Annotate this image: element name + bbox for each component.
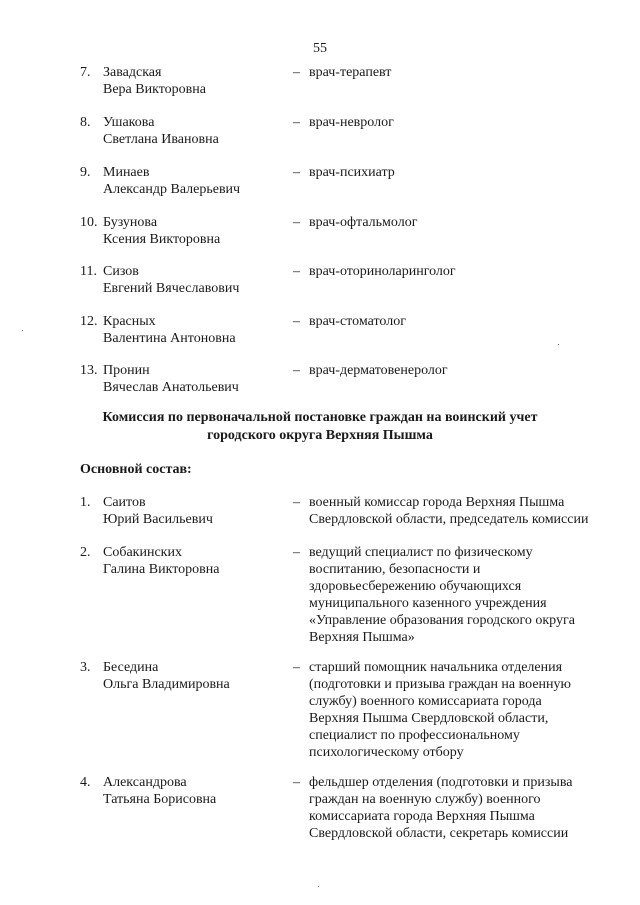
dash: – bbox=[293, 65, 300, 80]
given-name: Евгений Вячеславович bbox=[103, 281, 240, 296]
member-role bbox=[309, 164, 624, 181]
given-name: Вячеслав Анатольевич bbox=[103, 380, 239, 395]
role-line: фельдшер отделения (подготовки и призыва bbox=[309, 775, 573, 790]
member-name bbox=[103, 164, 288, 198]
dash: – bbox=[293, 314, 300, 329]
section-label: Основной состав: bbox=[80, 462, 192, 477]
role-line: «Управление образования городского округа bbox=[309, 613, 575, 628]
role-line: муниципального казенного учреждения bbox=[309, 596, 547, 611]
given-name: Юрий Васильевич bbox=[103, 512, 213, 527]
dash: – bbox=[293, 775, 300, 790]
dash: – bbox=[293, 215, 300, 230]
member-number: 11. bbox=[80, 264, 97, 279]
surname: Александрова bbox=[103, 775, 187, 790]
surname: Сизов bbox=[103, 264, 139, 279]
given-name: Вера Викторовна bbox=[103, 82, 206, 97]
role-line: комиссариата города Верхняя Пышма bbox=[309, 809, 535, 824]
commission-heading bbox=[0, 409, 640, 445]
given-name: Ольга Владимировна bbox=[103, 677, 230, 692]
member-number: 12. bbox=[80, 314, 98, 329]
member-role bbox=[309, 774, 624, 842]
given-name: Татьяна Борисовна bbox=[103, 792, 217, 807]
member-role bbox=[309, 494, 624, 528]
member-number: 13. bbox=[80, 363, 98, 378]
member-role bbox=[309, 114, 624, 131]
member-role bbox=[309, 263, 624, 280]
page-number: 55 bbox=[313, 41, 327, 56]
member-role bbox=[309, 544, 624, 646]
role-line: военный комиссар города Верхняя Пышма bbox=[309, 495, 565, 510]
member-name bbox=[103, 544, 288, 578]
member-role bbox=[309, 214, 624, 231]
role-line: врач-офтальмолог bbox=[309, 215, 418, 230]
dash: – bbox=[293, 264, 300, 279]
surname: Минаев bbox=[103, 165, 150, 180]
member-name bbox=[103, 494, 288, 528]
role-line: психологическому отбору bbox=[309, 745, 464, 760]
scan-speck bbox=[22, 330, 23, 331]
dash: – bbox=[293, 545, 300, 560]
role-line: врач-стоматолог bbox=[309, 314, 406, 329]
surname: Ушакова bbox=[103, 115, 155, 130]
role-line: Свердловской области, секретарь комиссии bbox=[309, 826, 569, 841]
heading-line-1: Комиссия по первоначальной постановке граждан на воинский учет bbox=[102, 410, 538, 425]
member-name bbox=[103, 362, 288, 396]
given-name: Ксения Викторовна bbox=[103, 232, 221, 247]
given-name: Александр Валерьевич bbox=[103, 182, 241, 197]
surname: Бузунова bbox=[103, 215, 158, 230]
heading-line-2: городского округа Верхняя Пышма bbox=[207, 428, 433, 443]
scan-speck bbox=[318, 886, 319, 887]
surname: Собакинских bbox=[103, 545, 182, 560]
member-name bbox=[103, 114, 288, 148]
member-name bbox=[103, 214, 288, 248]
surname: Красных bbox=[103, 314, 156, 329]
role-line: воспитанию, безопасности и bbox=[309, 562, 481, 577]
dash: – bbox=[293, 165, 300, 180]
member-number: 2. bbox=[80, 545, 91, 560]
role-line: здоровьесбережению обучающихся bbox=[309, 579, 522, 594]
given-name: Галина Викторовна bbox=[103, 562, 220, 577]
given-name: Светлана Ивановна bbox=[103, 132, 219, 147]
role-line: (подготовки и призыва граждан на военную bbox=[309, 677, 571, 692]
dash: – bbox=[293, 115, 300, 130]
member-number: 1. bbox=[80, 495, 91, 510]
member-number: 10. bbox=[80, 215, 98, 230]
given-name: Валентина Антоновна bbox=[103, 331, 236, 346]
role-line: старший помощник начальника отделения bbox=[309, 660, 563, 675]
dash: – bbox=[293, 660, 300, 675]
member-name bbox=[103, 64, 288, 98]
dash: – bbox=[293, 495, 300, 510]
member-name bbox=[103, 263, 288, 297]
surname: Пронин bbox=[103, 363, 150, 378]
role-line: врач-невролог bbox=[309, 115, 394, 130]
member-name bbox=[103, 659, 288, 693]
surname: Беседина bbox=[103, 660, 159, 675]
member-role bbox=[309, 313, 624, 330]
member-role bbox=[309, 659, 624, 761]
member-name bbox=[103, 313, 288, 347]
surname: Завадская bbox=[103, 65, 162, 80]
role-line: граждан на военную службу) военного bbox=[309, 792, 541, 807]
member-role bbox=[309, 362, 624, 379]
member-number: 7. bbox=[80, 65, 91, 80]
member-number: 8. bbox=[80, 115, 91, 130]
member-number: 9. bbox=[80, 165, 91, 180]
dash: – bbox=[293, 363, 300, 378]
role-line: Верхняя Пышма» bbox=[309, 630, 415, 645]
role-line: Свердловской области, председатель комиссии bbox=[309, 512, 589, 527]
role-line: врач-терапевт bbox=[309, 65, 392, 80]
member-number: 3. bbox=[80, 660, 91, 675]
member-name bbox=[103, 774, 288, 808]
role-line: ведущий специалист по физическому bbox=[309, 545, 533, 560]
role-line: службу) военного комиссариата города bbox=[309, 694, 542, 709]
surname: Саитов bbox=[103, 495, 146, 510]
role-line: врач-оториноларинголог bbox=[309, 264, 456, 279]
member-role bbox=[309, 64, 624, 81]
role-line: врач-дерматовенеролог bbox=[309, 363, 448, 378]
role-line: врач-психиатр bbox=[309, 165, 395, 180]
role-line: специалист по профессиональному bbox=[309, 728, 520, 743]
role-line: Верхняя Пышма Свердловской области, bbox=[309, 711, 549, 726]
member-number: 4. bbox=[80, 775, 91, 790]
scan-speck bbox=[558, 344, 559, 345]
